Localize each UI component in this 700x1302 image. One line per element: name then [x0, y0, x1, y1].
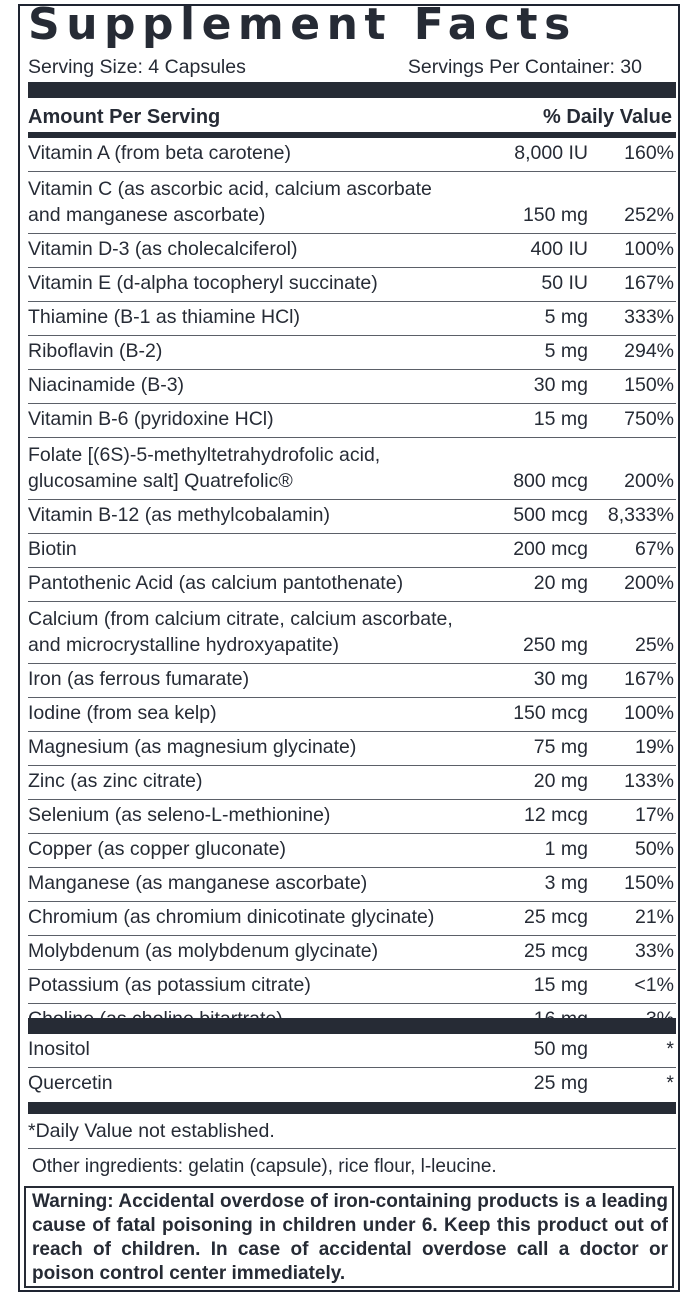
- nutrient-name-line: Chromium (as chromium dinicotinate glycinate): [28, 906, 435, 928]
- nutrient-row: [28, 664, 676, 698]
- nutrient-amount: 800 mcg: [513, 470, 588, 492]
- nutrient-amount: 200 mcg: [513, 538, 588, 560]
- nutrient-daily-value: 25%: [634, 634, 674, 656]
- nutrient-row: [28, 698, 676, 732]
- nutrient-row: [28, 138, 676, 172]
- thick-divider: [28, 82, 676, 98]
- nutrient-amount: 30 mg: [533, 668, 588, 690]
- nutrient-name-line: Vitamin C (as ascorbic acid, calcium ascorbate: [28, 178, 432, 200]
- nutrient-amount: 25 mg: [533, 1072, 588, 1094]
- nutrient-daily-value: 333%: [624, 306, 674, 328]
- nutrient-amount: 50 mg: [533, 1038, 588, 1060]
- nutrient-daily-value: 160%: [624, 142, 674, 164]
- nutrient-name: [28, 700, 217, 726]
- daily-value-footnote: *Daily Value not established.: [28, 1120, 275, 1142]
- nutrient-name-line: Riboflavin (B-2): [28, 340, 163, 362]
- nutrient-row: [28, 766, 676, 800]
- nutrient-daily-value: 100%: [624, 238, 674, 260]
- nutrient-name: [28, 768, 202, 794]
- servings-per-container: Servings Per Container: 30: [407, 56, 642, 78]
- nutrient-amount: 5 mg: [544, 306, 588, 328]
- nutrient-daily-value: *: [666, 1072, 674, 1094]
- nutrient-name: [28, 1036, 90, 1062]
- nutrient-row: [28, 602, 676, 664]
- nutrient-name-line: Magnesium (as magnesium glycinate): [28, 736, 357, 758]
- nutrient-amount: 75 mg: [533, 736, 588, 758]
- nutrient-amount: 20 mg: [533, 572, 588, 594]
- nutrient-daily-value: *: [666, 1038, 674, 1060]
- nutrient-row: [28, 800, 676, 834]
- nutrient-daily-value: 100%: [624, 702, 674, 724]
- nutrient-daily-value: 67%: [634, 538, 674, 560]
- nutrient-name-line: Iron (as ferrous fumarate): [28, 668, 250, 690]
- nutrient-name-line: Iodine (from sea kelp): [28, 702, 217, 724]
- nutrient-row: [28, 370, 676, 404]
- nutrient-name-line: and manganese ascorbate): [28, 204, 266, 226]
- nutrient-name: [28, 606, 453, 658]
- nutrient-name: [28, 836, 286, 862]
- nutrient-amount: 30 mg: [533, 374, 588, 396]
- nutrient-name: [28, 502, 330, 528]
- nutrient-name: [28, 372, 184, 398]
- thick-divider-other: [28, 1018, 676, 1034]
- nutrient-row: [28, 500, 676, 534]
- footnote-rule: [28, 1148, 676, 1149]
- nutrient-name-line: Vitamin E (d-alpha tocopheryl succinate): [28, 272, 378, 294]
- nutrient-name: [28, 338, 162, 364]
- nutrient-name-line: Quercetin: [28, 1072, 113, 1094]
- nutrient-name-line: Vitamin B-12 (as methylcobalamin): [28, 504, 331, 526]
- nutrient-amount: 25 mcg: [524, 906, 588, 928]
- serving-size: Serving Size: 4 Capsules: [28, 56, 246, 78]
- nutrient-daily-value: 200%: [624, 572, 674, 594]
- nutrient-name-line: Selenium (as seleno-L-methionine): [28, 804, 331, 826]
- nutrient-daily-value: 150%: [624, 872, 674, 894]
- nutrient-amount: 500 mcg: [513, 504, 588, 526]
- nutrient-name: [28, 442, 380, 494]
- nutrient-amount: 50 IU: [541, 272, 588, 294]
- nutrient-row: [28, 970, 676, 1004]
- warning-box: [24, 1186, 674, 1288]
- nutrient-amount: 25 mcg: [524, 940, 588, 962]
- nutrient-name: [28, 176, 432, 228]
- nutrient-name: [28, 236, 298, 262]
- nutrient-daily-value: 150%: [624, 374, 674, 396]
- nutrient-daily-value: 200%: [624, 470, 674, 492]
- nutrient-name-line: Pantothenic Acid (as calcium pantothenate): [28, 572, 404, 594]
- nutrient-name-line: Zinc (as zinc citrate): [28, 770, 203, 792]
- nutrient-name-line: Molybdenum (as molybdenum glycinate): [28, 940, 379, 962]
- nutrient-daily-value: 294%: [624, 340, 674, 362]
- nutrient-name: [28, 802, 330, 828]
- nutrient-row: [28, 568, 676, 602]
- nutrient-name: [28, 406, 274, 432]
- nutrient-name: [28, 536, 77, 562]
- nutrient-name: [28, 270, 378, 296]
- nutrient-daily-value: <1%: [634, 974, 674, 996]
- nutrient-name-line: Thiamine (B-1 as thiamine HCl): [28, 306, 301, 328]
- nutrient-name: [28, 972, 311, 998]
- nutrient-name-line: Vitamin B-6 (pyridoxine HCl): [28, 408, 274, 430]
- nutrient-name-line: Vitamin D-3 (as cholecalciferol): [28, 238, 298, 260]
- nutrient-row: [28, 268, 676, 302]
- nutrient-name-line: Copper (as copper gluconate): [28, 838, 286, 860]
- nutrient-amount: 1 mg: [544, 838, 588, 860]
- supplement-facts-panel: [18, 0, 680, 1292]
- nutrient-daily-value: 33%: [634, 940, 674, 962]
- nutrient-row: [28, 302, 676, 336]
- nutrient-row: [28, 336, 676, 370]
- nutrient-name: [28, 734, 356, 760]
- nutrient-row: [28, 902, 676, 936]
- nutrient-row: [28, 234, 676, 268]
- nutrient-row: [28, 172, 676, 234]
- nutrient-daily-value: 19%: [634, 736, 674, 758]
- nutrient-amount: 5 mg: [544, 340, 588, 362]
- nutrient-name-line: Folate [(6S)-5-methyltetrahydrofolic acid,: [28, 444, 381, 466]
- nutrient-daily-value: 8,333%: [607, 504, 674, 526]
- nutrient-daily-value: 50%: [634, 838, 674, 860]
- nutrient-amount: 15 mg: [533, 408, 588, 430]
- nutrient-name-line: glucosamine salt] Quatrefolic®: [28, 470, 293, 492]
- nutrient-row: [28, 936, 676, 970]
- nutrient-row: [28, 534, 676, 568]
- nutrient-daily-value: 167%: [624, 272, 674, 294]
- footer-divider: [28, 1102, 676, 1114]
- nutrient-amount: 250 mg: [522, 634, 588, 656]
- nutrient-name: [28, 570, 403, 596]
- nutrient-name-line: Manganese (as manganese ascorbate): [28, 872, 368, 894]
- amount-per-serving-header: Amount Per Serving: [28, 106, 221, 128]
- nutrient-row: [28, 732, 676, 766]
- nutrient-daily-value: 750%: [624, 408, 674, 430]
- nutrient-name: [28, 904, 434, 930]
- nutrient-amount: 150 mcg: [513, 702, 588, 724]
- nutrient-name: [28, 666, 249, 692]
- nutrient-row: [28, 404, 676, 438]
- nutrient-name-line: Calcium (from calcium citrate, calcium ascorbate,: [28, 608, 453, 630]
- nutrient-name-line: Biotin: [28, 538, 77, 560]
- nutrient-amount: 400 IU: [530, 238, 588, 260]
- nutrient-daily-value: 252%: [624, 204, 674, 226]
- nutrient-daily-value: 133%: [624, 770, 674, 792]
- nutrient-name: [28, 140, 291, 166]
- nutrient-name: [28, 870, 367, 896]
- nutrient-row: [28, 868, 676, 902]
- nutrient-name-line: Niacinamide (B-3): [28, 374, 185, 396]
- nutrient-name-line: Inositol: [28, 1038, 90, 1060]
- nutrient-amount: 150 mg: [522, 204, 588, 226]
- nutrient-row: [28, 1034, 676, 1068]
- nutrient-row: [28, 438, 676, 500]
- nutrient-name: [28, 938, 378, 964]
- nutrient-row: [28, 834, 676, 868]
- warning-text: Warning: Accidental overdose of iron-containing products is a leading cause of fatal poisoning in children under 6. Keep this product out of reach of children. In case of accidental overdose call a doctor or poison control center immediately.: [32, 1191, 668, 1284]
- nutrient-amount: 15 mg: [533, 974, 588, 996]
- nutrient-amount: 12 mcg: [524, 804, 588, 826]
- nutrient-amount: 3 mg: [544, 872, 588, 894]
- nutrient-amount: 20 mg: [533, 770, 588, 792]
- nutrient-name-line: and microcrystalline hydroxyapatite): [28, 634, 340, 656]
- daily-value-header: % Daily Value: [543, 106, 672, 128]
- nutrient-daily-value: 17%: [634, 804, 674, 826]
- nutrient-name: [28, 304, 300, 330]
- other-ingredients: Other ingredients: gelatin (capsule), rice flour, l-leucine.: [32, 1156, 497, 1177]
- nutrient-daily-value: 21%: [634, 906, 674, 928]
- nutrient-amount: 8,000 IU: [514, 142, 588, 164]
- nutrient-row: [28, 1068, 676, 1102]
- nutrient-name-line: Vitamin A (from beta carotene): [28, 142, 292, 164]
- nutrient-name-line: Potassium (as potassium citrate): [28, 974, 311, 996]
- nutrient-name: [28, 1070, 113, 1096]
- nutrient-daily-value: 167%: [624, 668, 674, 690]
- panel-title: Supplement Facts: [28, 0, 577, 50]
